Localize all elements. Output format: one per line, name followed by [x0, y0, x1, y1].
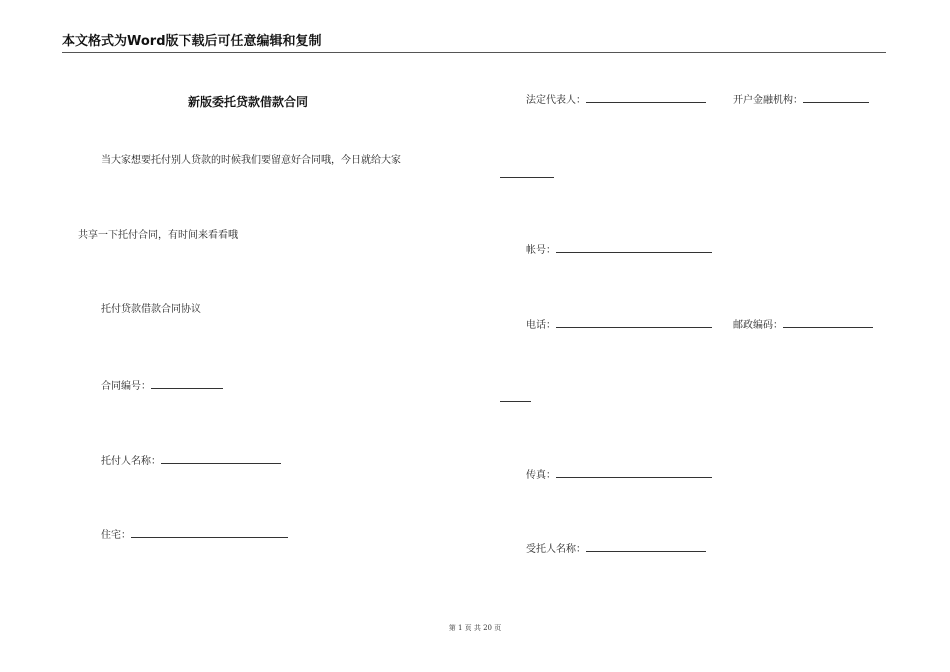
- principal-name-blank[interactable]: [161, 454, 281, 464]
- account-label: 帐号：: [526, 245, 556, 256]
- legal-rep-field: [526, 93, 706, 107]
- trustee-name-field: [526, 542, 706, 556]
- postcode-field: [733, 318, 873, 332]
- banner-text: 本文格式为Word版下载后可任意编辑和复制: [62, 34, 322, 49]
- document-banner: [62, 34, 886, 53]
- residence-label: 住宅：: [101, 530, 131, 541]
- fax-label: 传真：: [526, 470, 556, 481]
- residence-blank[interactable]: [131, 528, 288, 538]
- contract-number-label: 合同编号：: [101, 381, 151, 392]
- phone-blank[interactable]: [556, 318, 712, 328]
- document-title: 新版委托贷款借款合同: [188, 95, 309, 109]
- trustee-name-label: 受托人名称：: [526, 544, 586, 555]
- postcode-label: 邮政编码：: [733, 320, 783, 331]
- fax-field: [526, 468, 712, 482]
- bank-blank-continued[interactable]: [500, 177, 554, 178]
- residence-field: [101, 528, 288, 542]
- bank-field: [733, 93, 869, 107]
- fax-blank[interactable]: [556, 468, 712, 478]
- account-blank[interactable]: [556, 243, 712, 253]
- account-field: [526, 243, 712, 257]
- phone-field: [526, 318, 712, 332]
- postcode-blank[interactable]: [783, 318, 873, 328]
- bank-label: 开户金融机构：: [733, 95, 803, 106]
- bank-blank[interactable]: [803, 93, 869, 103]
- contract-number-field: [101, 379, 223, 393]
- principal-name-field: [101, 454, 281, 468]
- intro-line-2: 共享一下托付合同，有时间来看看哦: [78, 230, 238, 241]
- agreement-title: 托付贷款借款合同协议: [101, 304, 201, 315]
- legal-rep-blank[interactable]: [586, 93, 706, 103]
- contract-number-blank[interactable]: [151, 379, 223, 389]
- postcode-blank-continued[interactable]: [500, 401, 531, 402]
- principal-name-label: 托付人名称：: [101, 456, 161, 467]
- intro-line-1: 当大家想要托付别人贷款的时候我们要留意好合同哦，今日就给大家: [101, 155, 401, 166]
- trustee-name-blank[interactable]: [586, 542, 706, 552]
- page-footer: 第 1 页 共 20 页: [448, 624, 502, 632]
- legal-rep-label: 法定代表人：: [526, 95, 586, 106]
- phone-label: 电话：: [526, 320, 556, 331]
